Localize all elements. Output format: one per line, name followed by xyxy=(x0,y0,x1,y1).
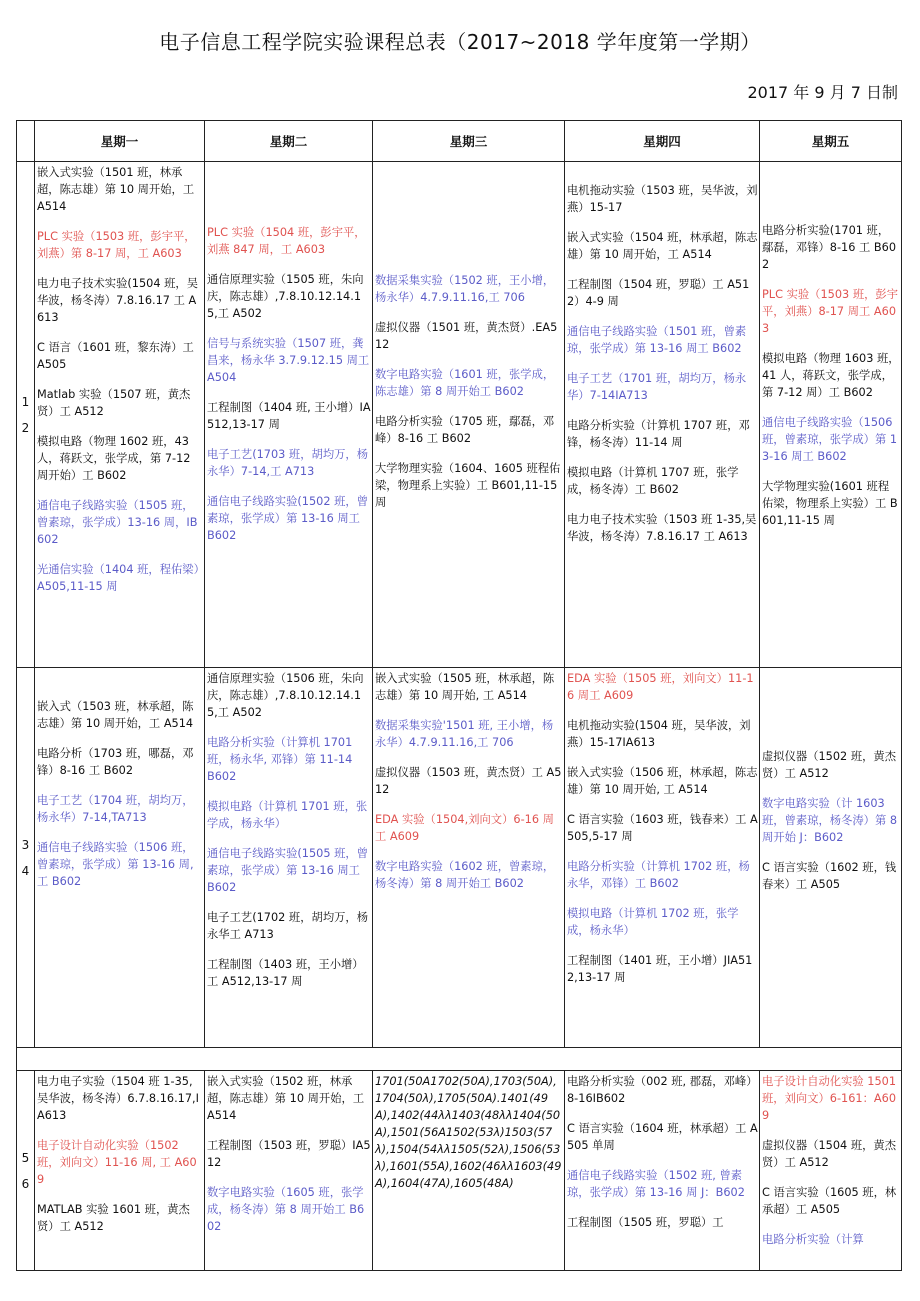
course-entry: EDA 实验（1505 班，刘向文）11-16 周工 A609 xyxy=(567,672,754,702)
course-entry: 嵌入式（1503 班，林承超，陈志雄）第 10 周开始，工 A514 xyxy=(37,700,194,730)
course-entry: 模拟电路（物理 1603 班，41 人，蒋跃文，张学成，第 7-12 周）工 B602 xyxy=(762,352,900,399)
course-entry: 电路分析实验（计算 xyxy=(762,1233,864,1246)
period-label xyxy=(17,1071,35,1271)
day-cell-fri xyxy=(760,162,902,668)
course-entry: 通信电子线路实验（1506 班，曾素琼，张学成）第 13-16 周, 工 B602 xyxy=(37,841,194,888)
schedule-row xyxy=(17,162,902,668)
course-entry: 大学物理实验（1604、1605 班程佑梁，物理系上实验）工 B601,11-15 周 xyxy=(375,462,561,509)
course-entry: 通信电子线路实验（1501 班，曾素琼，张学成）第 13-16 周工 B602 xyxy=(567,325,747,355)
day-cell-wed xyxy=(373,162,565,668)
spacer-row xyxy=(17,1048,902,1071)
course-entry: 工程制图（1401 班，王小增）JIA512,13-17 周 xyxy=(567,954,753,984)
period-label xyxy=(17,162,35,668)
course-entry: EDA 实验（1504,刘向文）6-16 周工 A609 xyxy=(375,813,554,843)
course-entry: 数据采集实验'1501 班, 王小增，杨永华）4.7.9.11.16,工 706 xyxy=(375,719,554,749)
course-entry: 模拟电路（计算机 1702 班，张学成，杨永华） xyxy=(567,907,739,937)
day-cell-thu xyxy=(565,1071,760,1271)
course-entry: 模拟电路（计算机 1707 班，张学成，杨冬涛）工 B602 xyxy=(567,466,739,496)
course-entry: 嵌入式实验（1501 班，林承超，陈志雄）第 10 周开始，工 A514 xyxy=(37,166,195,213)
period-number: 4 xyxy=(21,863,30,878)
period-label xyxy=(17,668,35,1048)
page-title: 电子信息工程学院实验课程总表（2017~2018 学年度第一学期） xyxy=(159,30,761,54)
course-entry: 数字电路实验（1605 班，张学成，杨冬涛）第 8 周开始工 B602 xyxy=(207,1186,365,1233)
course-entry: 电子工艺(1703 班，胡均万，杨永华）7-14,工 A713 xyxy=(207,448,369,478)
course-entry: 工程制图（1404 班, 王小增）IA512,13-17 周 xyxy=(207,401,371,431)
period-header xyxy=(17,121,35,162)
course-entry: 电路分析实验（计算机 1707 班，邓锋，杨冬涛）11-14 周 xyxy=(567,419,750,449)
course-entry: 电子工艺（1704 班，胡均万，杨永华）7-14,TA713 xyxy=(37,794,194,824)
course-entry: 虚拟仪器（1504 班，黄杰贤）工 A512 xyxy=(762,1139,897,1169)
day-cell-fri xyxy=(760,1071,902,1271)
schedule-table xyxy=(16,120,902,1271)
course-entry: C 语言实验（1604 班，林承超）工 A505 单周 xyxy=(567,1122,758,1152)
course-entry: 工程制图（1403 班，王小增）工 A512,13-17 周 xyxy=(207,958,364,988)
course-entry: 电路分析实验（002 班, 郡磊，邓峰）8-16IB602 xyxy=(567,1075,758,1105)
course-entry: 电力电子技术实验（1503 班 1-35,吴华波，杨冬涛）7.8.16.17 工 A613 xyxy=(567,513,757,543)
course-entry: 模拟电路（物理 1602 班，43 人，蒋跃文，张学成，第 7-12 周开始）工 B602 xyxy=(37,435,191,482)
course-entry: 电路分析（1703 班，哪磊，邓锋）8-16 工 B602 xyxy=(37,747,194,777)
period-number: 1 xyxy=(21,394,30,409)
day-header-fri: 星期五 xyxy=(760,121,902,162)
course-entry: 电子工艺（1701 班，胡均万，杨永华）7-14IA713 xyxy=(567,372,747,402)
course-entry: 大学物理实验(1601 班程佑梁，物理系上实验）工 B601,11-15 周 xyxy=(762,480,898,527)
course-entry: 光通信实验（1404 班，程佑梁）A505,11-15 周 xyxy=(37,563,200,593)
course-entry: 电机拖动实验(1504 班，吴华波，刘燕）15-17IA613 xyxy=(567,719,751,749)
course-entry: 嵌入式实验（1502 班，林承超，陈志雄）第 10 周开始，工 A514 xyxy=(207,1075,365,1122)
course-entry: Matlab 实验（1507 班，黄杰贤）工 A512 xyxy=(37,388,191,418)
course-entry: 通信原理实验（1506 班，朱向庆，陈志雄）,7.8.10.12.14.15,工 A502 xyxy=(207,672,364,719)
course-entry: MATLAB 实验 1601 班，黄杰贤）工 A512 xyxy=(37,1203,190,1233)
day-cell-fri xyxy=(760,668,902,1048)
course-entry: 虚拟仪器（1503 班，黄杰贤）工 A512 xyxy=(375,766,562,796)
course-entry: C 语言实验（1603 班，钱春来）工 A505,5-17 周 xyxy=(567,813,758,843)
day-cell-wed xyxy=(373,1071,565,1271)
course-entry: 1701(50A1702(50A),1703(50A),1704(50λ),1705(50A).1401(49A),1402(44λλ1403(48λλ1404(50A),1501(56A1502(53λ)1503(57λ),1504(54λλ1505(52λ),1506(53λ),1601(55A),1602(46λλ1603(49A),1604(47A),1605(48A) xyxy=(375,1075,562,1190)
day-cell-tue xyxy=(205,1071,373,1271)
day-cell-wed xyxy=(373,668,565,1048)
course-entry: 电路分析实验（计算机 1702 班，杨永华，邓锋）工 B602 xyxy=(567,860,750,890)
period-number: 3 xyxy=(21,837,30,852)
schedule-row xyxy=(17,1071,902,1271)
course-entry: 电子设计自动化实验 1501 班，刘向文）6-161：A609 xyxy=(762,1075,897,1122)
course-entry: 电路分析实验（1705 班，鄢磊，邓峰）8-16 工 B602 xyxy=(375,415,555,445)
course-entry: 通信原理实验（1505 班，朱向庆，陈志雄）,7.8.10.12.14.15,工 A502 xyxy=(207,273,364,320)
day-header-tue: 星期二 xyxy=(205,121,373,162)
issue-date: 2017 年 9 月 7 日制 xyxy=(747,83,898,102)
course-entry: 电子工艺(1702 班，胡均万，杨永华工 A713 xyxy=(207,911,369,941)
course-entry: 电力电子实验（1504 班 1-35,吴华波，杨冬涛）6.7.8.16.17,IA613 xyxy=(37,1075,199,1122)
course-entry: 通信电子线路实验(1505 班，曾素琼，张学成）第 13-16 周工 B602 xyxy=(207,847,369,894)
course-entry: 通信电子线路实验（1506 班，曾素琼，张学成）第 13-16 周工 B602 xyxy=(762,416,898,463)
period-number: 5 xyxy=(21,1150,30,1165)
course-entry: 虚拟仪器（1501 班，黄杰贤）.EA512 xyxy=(375,321,558,351)
course-entry: C 语言实验（1605 班，林承超）工 A505 xyxy=(762,1186,897,1216)
course-entry: PLC 实验（1503 班，彭宇平，刘燕）8-17 周工 A603 xyxy=(762,288,899,335)
schedule-row xyxy=(17,668,902,1048)
course-entry: 工程制图（1504 班，罗聪）工 A512）4-9 周 xyxy=(567,278,750,308)
course-entry: 通信电子线路实验（1505 班，曾素琼，张学成）13-16 周，IB602 xyxy=(37,499,198,546)
course-entry: 电路分析实验（计算机 1701 班，杨永华, 邓锋）第 11-14 B602 xyxy=(207,736,375,783)
course-entry: C 语言实验（1602 班，钱春来）工 A505 xyxy=(762,861,897,891)
course-entry: 虚拟仪器（1502 班，黄杰贤）工 A512 xyxy=(762,750,897,780)
course-entry: 电力电子技术实验(1504 班，吴华波，杨冬涛）7.8.16.17 工 A613 xyxy=(37,277,199,324)
day-header-thu: 星期四 xyxy=(565,121,760,162)
period-number: 2 xyxy=(21,420,30,435)
course-entry: PLC 实验（1504 班，彭宇平，刘燕 847 周，工 A603 xyxy=(207,226,366,256)
day-cell-thu xyxy=(565,162,760,668)
day-cell-tue xyxy=(205,162,373,668)
course-entry: 模拟电路（计算机 1701 班，张学成，杨永华） xyxy=(207,800,368,830)
course-entry: 数字电路实验（1601 班，张学成，陈志雄）第 8 周开始工 B602 xyxy=(375,368,555,398)
course-entry: 通信电子线路实验(1502 班，曾素琼，张学成）第 13-16 周工 B602 xyxy=(207,495,369,542)
day-cell-tue xyxy=(205,668,373,1048)
course-entry: 数字电路实验（1602 班，曾素琼，杨冬涛）第 8 周开始工 B602 xyxy=(375,860,555,890)
header-row xyxy=(17,121,902,162)
course-entry: 数字电路实验（计 1603 班，曾素琼，杨冬涛）第 8 周开始 J：B602 xyxy=(762,797,898,844)
course-entry: PLC 实验（1503 班，彭宇平，刘燕）第 8-17 周，工 A603 xyxy=(37,230,196,260)
period-number: 6 xyxy=(21,1176,30,1191)
course-entry: 电机拖动实验（1503 班，吴华波，刘燕）15-17 xyxy=(567,184,758,214)
course-entry: 电子设计自动化实验（1502 班，刘向文）11-16 周, 工 A609 xyxy=(37,1139,197,1186)
course-entry: 嵌入式实验（1505 班，林承超，陈志雄）第 10 周开始, 工 A514 xyxy=(375,672,555,702)
course-entry: 数据采集实验（1502 班，王小增，杨永华）4.7.9.11.16,工 706 xyxy=(375,274,555,304)
day-cell-mon xyxy=(35,162,205,668)
course-entry: C 语言（1601 班，黎东涛）工 A505 xyxy=(37,341,194,371)
spacer-cell xyxy=(17,1048,902,1071)
course-entry: 信号与系统实验（1507 班，龚昌来，杨永华 3.7.9.12.15 周工 A504 xyxy=(207,337,370,384)
course-entry: 嵌入式实验（1506 班，林承超，陈志雄）第 10 周开始, 工 A514 xyxy=(567,766,758,796)
course-entry: 通信电子线路实验（1502 班, 曾素琼，张学成）第 13-16 周 J：B602 xyxy=(567,1169,745,1199)
day-cell-thu xyxy=(565,668,760,1048)
day-cell-mon xyxy=(35,1071,205,1271)
course-entry: 嵌入式实验（1504 班，林承超，陈志雄）第 10 周开始，工 A514 xyxy=(567,231,758,261)
course-entry: 工程制图（1503 班，罗聪）IA512 xyxy=(207,1139,371,1169)
day-cell-mon xyxy=(35,668,205,1048)
course-entry: 电路分析实验(1701 班，鄢磊，邓锋）8-16 工 B602 xyxy=(762,224,897,271)
day-header-mon: 星期一 xyxy=(35,121,205,162)
day-header-wed: 星期三 xyxy=(373,121,565,162)
course-entry: 工程制图（1505 班，罗聪）工 xyxy=(567,1216,724,1229)
